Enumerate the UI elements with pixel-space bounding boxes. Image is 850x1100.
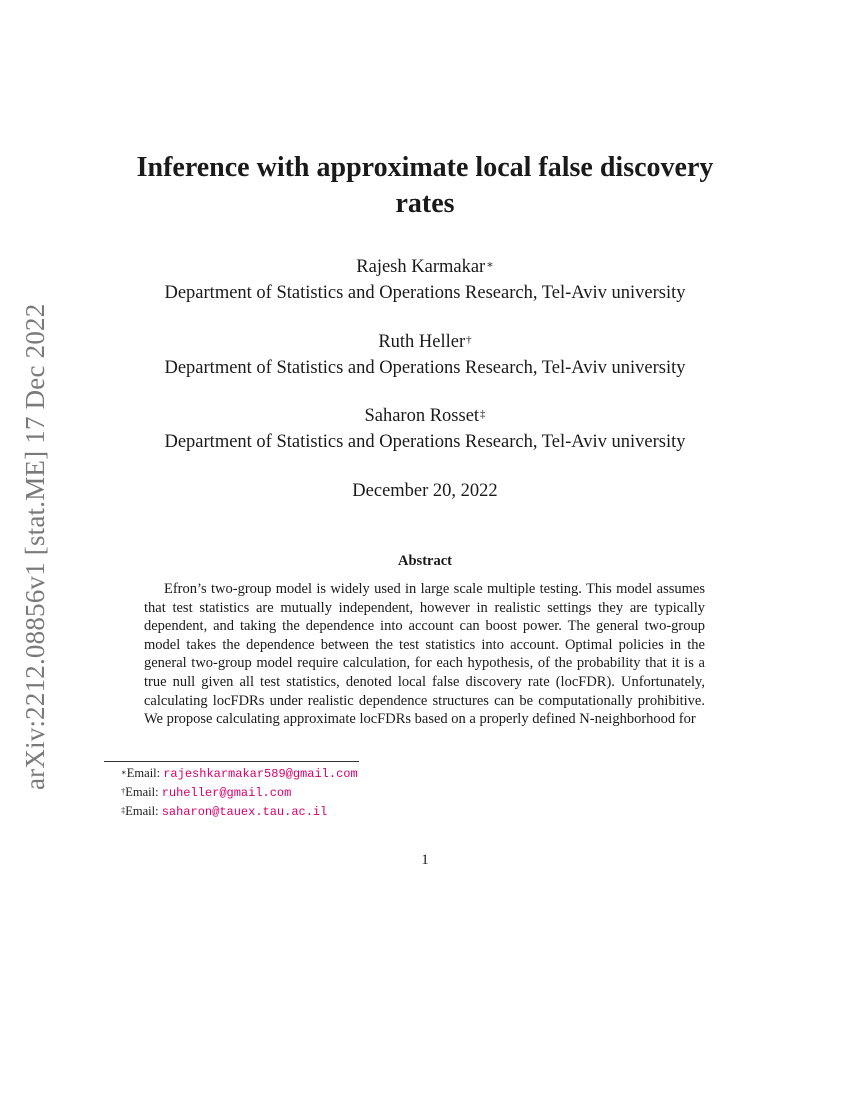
footnote-marker: † xyxy=(121,786,126,796)
email-link[interactable]: rajeshkarmakar589@gmail.com xyxy=(163,767,358,781)
footnotes xyxy=(121,764,358,821)
author-name-text: Ruth Heller xyxy=(378,332,466,352)
abstract-text: Efron’s two-group model is widely used in large scale multiple testing. This model assumes that test statistics are mutually independent, however in realistic settings they are typically dependent, and taking the dependence into account can boost power. The general two-group model takes the dependence between the test statistics into account. Optimal policies in the general two-group model require calculation, for each hypothesis, of the probability that it is a true null given all test statistics, denoted local false discovery rate (locFDR). Unfortunately, calculating locFDRs under realistic dependence structures can be computationally prohibitive. We propose calculating approximate locFDRs based on a properly defined N-neighborhood for xyxy=(144,581,705,728)
author-name xyxy=(100,254,750,280)
page-number: 1 xyxy=(421,852,429,868)
footnote-marker: † xyxy=(466,334,472,346)
footnote-item xyxy=(121,764,358,783)
footnote-label: Email: xyxy=(125,804,162,818)
footnote-marker: ∗ xyxy=(486,259,494,271)
footnote-label: Email: xyxy=(126,766,164,780)
author-block xyxy=(100,254,750,306)
footnote-item xyxy=(121,783,358,802)
footnote-marker: ‡ xyxy=(121,805,126,815)
author-name xyxy=(100,329,750,355)
author-affiliation: Department of Statistics and Operations Research, Tel-Aviv university xyxy=(164,358,686,378)
footnote-item xyxy=(121,802,358,821)
abstract-heading: Abstract xyxy=(398,553,452,569)
email-link[interactable]: saharon@tauex.tau.ac.il xyxy=(161,805,328,819)
paper-title: Inference with approximate local false discovery rates xyxy=(136,152,714,219)
author-affiliation: Department of Statistics and Operations Research, Tel-Aviv university xyxy=(164,283,686,303)
footnote-label: Email: xyxy=(125,785,162,799)
author-name-text: Saharon Rosset xyxy=(364,406,480,426)
author-name xyxy=(100,403,750,429)
footnote-marker: ∗ xyxy=(121,767,127,777)
publication-date: December 20, 2022 xyxy=(352,481,498,501)
footnote-divider xyxy=(104,761,359,762)
footnote-marker: ‡ xyxy=(480,408,486,420)
author-block xyxy=(100,329,750,381)
author-block xyxy=(100,403,750,455)
author-affiliation: Department of Statistics and Operations Research, Tel-Aviv university xyxy=(164,432,686,452)
email-link[interactable]: ruheller@gmail.com xyxy=(161,786,292,800)
author-name-text: Rajesh Karmakar xyxy=(356,257,486,277)
arxiv-identifier-stamp: arXiv:2212.08856v1 [stat.ME] 17 Dec 2022 xyxy=(20,303,50,790)
